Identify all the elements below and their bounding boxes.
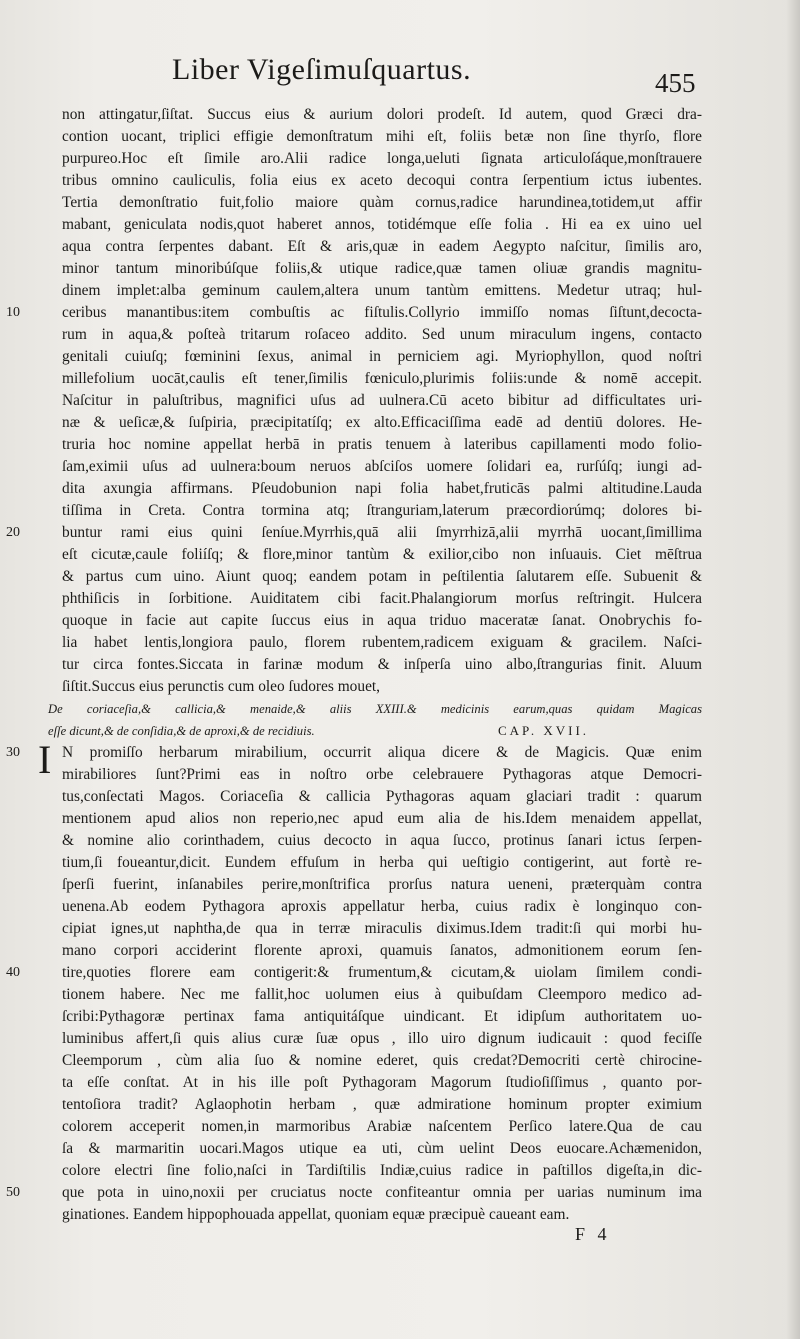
text-line: tribus omnino cauliculis, folia eius ex aceto decoqui contra ſerpentium ictus iubentes.: [62, 172, 702, 189]
chapter-heading-text: eſſe dicunt,& de conſidia,& de aproxi,& de recidiuis.: [48, 724, 315, 738]
text-line: uenena.Ab eodem Pythagora aproxis appellatur herba, cuius radix è longinquo con-: [62, 898, 702, 915]
text-line: næ & ueſicæ,& ſuſpiria, præcipitatíſq; ex alto.Efficaciſſima eadē ad dentiū dolores. He-: [62, 414, 702, 431]
text-line: ceribus manantibus:item combuſtis ac fiſtulis.Collyrio immiſſo nomas ſiſtunt,decocta-: [62, 304, 702, 321]
text-line: genitali cuiuſq; fœminini ſexus, animal in perniciem agi. Myriophyllon, quod noſtri: [62, 348, 702, 365]
running-head: Liber Vigeſimuſquartus.: [172, 53, 472, 86]
text-line: ginationes. Eandem hippophouada appellat, quoniam equæ præcipuè caueant eam.: [62, 1206, 570, 1223]
text-line: lia habet lentis,longiora paulo, florem rubentem,radicem exiguam & gracilem. Naſci-: [62, 634, 702, 651]
text-line: & partus cum uino. Aiunt quoq; eandem potam in peſtilentia ſalutarem eſſe. Subuenit &: [62, 568, 702, 585]
text-line: tentoſiora tradit? Aglaophotin herbam , quæ admiratione hominum propter eximium: [62, 1096, 702, 1113]
text-line: tur circa fontes.Siccata in farinæ modum & inſperſa uino albo,ſtrangurias finit. Aluum: [62, 656, 702, 673]
text-line: ſcribi:Pythagoræ pertinax fama antiquitáſque uindicant. Et idipſum authoritatem uo-: [62, 1008, 702, 1025]
text-line: Tertia demonſtratio fuit,folio maiore quàm cornus,radice harundinea,totidem,ut affir: [62, 194, 702, 211]
text-line: cipiat ignes,ut naphtha,de qua in terræ miraculis diximus.Idem tradit:ſi qui morbi hu-: [62, 920, 702, 937]
text-line: ſam,eximii uſus ad uulnera:boum neruos abſciſos uomere ſolidari ea, rurſúſq; iungi ad-: [62, 458, 702, 475]
text-line: rum in aqua,& poſteà tritarum roſaceo addito. Sed unum miraculum ingens, contacto: [62, 326, 702, 343]
text-line: mirabiliores ſunt?Primi eas in noſtro orbe celebrauere Pythagoras atque Democri-: [62, 766, 702, 783]
text-line: mabant, geniculata nodis,quot haberet annos, totidémque eſſe folia . Hi ea ex uino uel: [62, 216, 702, 233]
text-line: ta eſſe conſtat. At in his ille poſt Pythagoram Magorum ſtudioſiſſimus , quanto por-: [62, 1074, 702, 1091]
text-line: millefolium uocāt,caulis eſt tener,ſimilis fœniculo,plurimis foliis:unde & nomē accepit.: [62, 370, 702, 387]
text-line: truria hoc nomine appellat herbā in pratis tenuem à lateribus capillamenti modo folio-: [62, 436, 702, 453]
text-line: buntur rami eius quini ſeníue.Myrrhis,quā alii ſmyrrhizā,alii myrrhā uocant,ſimillima: [62, 524, 702, 541]
chapter-number: CAP. XVII.: [498, 723, 590, 738]
line-number-20: 20: [6, 525, 20, 540]
text-line: ſiſtit.Succus eius perunctis cum oleo ſudores mouet,: [62, 678, 381, 695]
text-line: eſt cicutæ,caule foliíſq; & flore,minor tantùm & exilior,cibo non inſuauis. Ciet mēſtrua: [62, 546, 702, 563]
line-number-30: 30: [6, 745, 20, 760]
text-line: dita axungia affirmans. Pſeudobunion napi folia habet,fruticās palmi altitudine.Lauda: [62, 480, 702, 497]
text-line: non attingatur,ſiſtat. Succus eius & aurium dolori prodeſt. Id autem, quod Græci dra-: [62, 106, 702, 123]
text-line: que pota in uino,noxii per cruciatus nocte confiteantur omnia per uarias numinum ima: [62, 1184, 702, 1201]
line-number-50: 50: [6, 1185, 20, 1200]
text-line: colore electri ſine folio,naſci in Tardiſtilis Indiæ,cuius radice in paſtillos digeſta,in dic-: [62, 1162, 702, 1179]
chapter-heading-line-2: [48, 720, 702, 742]
text-line: tus,conſectati Magos. Coriaceſia & callicia Pythagoras aquam glaciari tradit : quarum: [62, 788, 702, 805]
chapter-heading-line-1: De coriaceſia,& callicia,& menaide,& aliis XXIII.& medicinis earum,quas quidam Magicas: [48, 702, 702, 716]
text-line: Cleemporum , cùm alia ſuo & nomine ederet, quis credat?Democriti certè chirocine-: [62, 1052, 702, 1069]
text-line: tionem habere. Nec me fallit,hoc uolumen eius à quibuſdam Cleemporo medico ad-: [62, 986, 702, 1003]
text-line: tiſſima in Creta. Contra tormina atq; ſtranguriam,laterum præcordiorúmq; dolores bi-: [62, 502, 702, 519]
text-line: N promiſſo herbarum mirabilium, occurrit aliqua dicere & de Magicis. Quæ enim: [62, 744, 702, 761]
text-line: mentionem apud alios non reperio,nec apud eum alia de his.Idem menaidem appellat,: [62, 810, 702, 827]
text-line: & nomine alio corinthadem, cuius decocto in aqua ſucco, protinus ſanari ictus ſerpen-: [62, 832, 702, 849]
line-number-40: 40: [6, 965, 20, 980]
text-line: Naſcitur in paluſtribus, magnifici uſus ad uulnera.Cū aceto bibitur ad difficultates uri-: [62, 392, 702, 409]
text-line: tire,quoties florere eam contigerit:& frumentum,& cicutam,& uiolam ſimilem condi-: [62, 964, 702, 981]
text-line: aqua contra ſerpentes dabant. Eſt & aris,quæ in eadem Aegypto naſcitur, ſimilis aro,: [62, 238, 702, 255]
text-line: contion uocant, triplici effigie demonſtratum mihi eſt, foliis betæ non ſine thyrſo, flore: [62, 128, 702, 145]
text-line: colorem acceperit nomen,in marmoribus Arabiæ naſcentem Perſico latere.Qua de cau: [62, 1118, 702, 1135]
initial-letter: I: [38, 737, 52, 782]
text-line: ſa & marmaritin uocari.Magos utique ea uti, cùm uelint Deos euocare.Achæmenidon,: [62, 1140, 702, 1157]
page-number: 455: [655, 68, 696, 98]
text-line: purpureo.Hoc eſt ſimile aro.Alii radice longa,ueluti ſignata articuloſáque,monſtrauere: [62, 150, 702, 167]
text-line: quoque in facie aut capite ſuccus eius in aqua triduo maceratæ ſanat. Onobrychis fo-: [62, 612, 702, 629]
text-line: ſperſi fuerint, inſanabiles perire,monſtrifica prorſus natura ueneni, præterquàm contra: [62, 876, 702, 893]
text-line: dinem implet:alba geminum caulem,altera unum tantùm emittens. Medetur utraq; hul-: [62, 282, 702, 299]
text-line: luminibus affert,ſi quis alius curæ ſuæ opus , illo uiro dignum iudicauit : quod feciſſe: [62, 1030, 702, 1047]
text-line: tium,ſi foueantur,dicit. Eundem effuſum in herba qui ueſtigio contigerint, aut fortè re-: [62, 854, 702, 871]
text-line: minor tantum minoribúſque foliis,& utique radice,quæ tamen oliuæ grandis magnitu-: [62, 260, 702, 277]
line-number-10: 10: [6, 305, 20, 320]
text-line: phthiſicis in ſorbitione. Auiditatem cibi facit.Phalangiorum morſus reſtringit. Hulcera: [62, 590, 702, 607]
signature-mark: F 4: [575, 1224, 611, 1244]
text-line: mano corpori acciderint florente aproxi, quamuis ſanatos, admonitionem eorum ſen-: [62, 942, 702, 959]
